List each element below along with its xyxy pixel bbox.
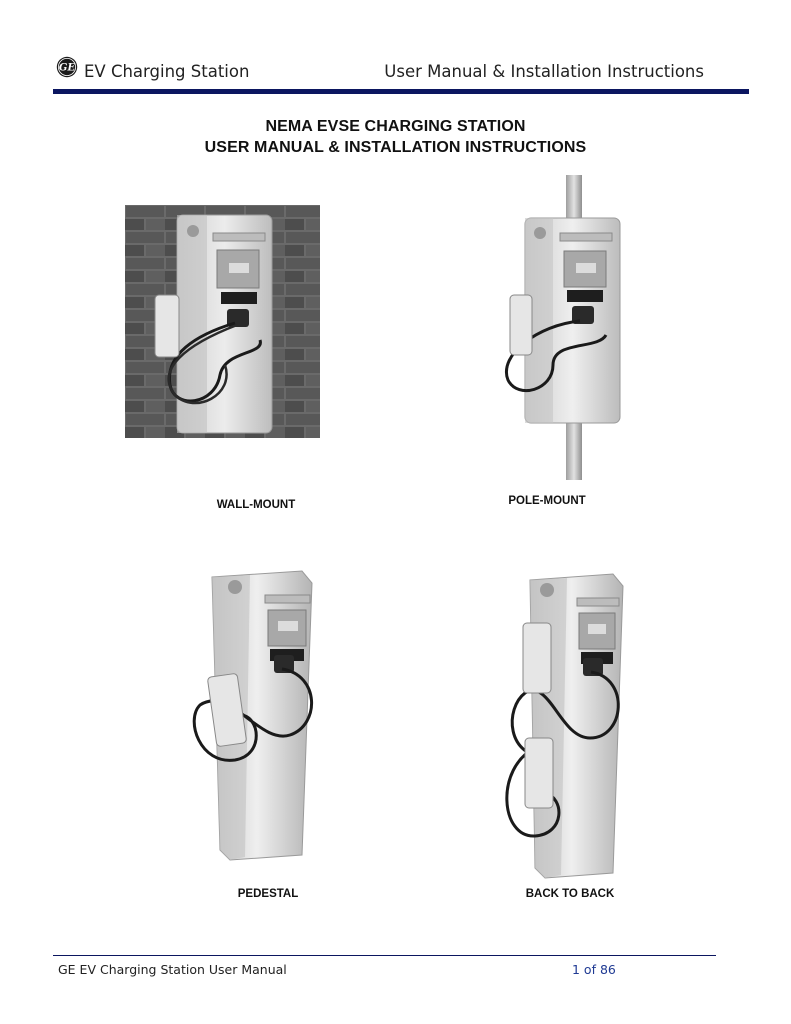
pole-mount-caption: POLE-MOUNT xyxy=(508,495,586,507)
wall-mount-caption: WALL-MOUNT xyxy=(216,499,296,511)
footer-left-text: GE EV Charging Station User Manual xyxy=(58,962,287,977)
header-left-title: EV Charging Station xyxy=(84,62,250,81)
ge-logo xyxy=(56,56,78,78)
footer-rule xyxy=(53,955,716,956)
wall-mount-image xyxy=(125,205,320,438)
header-right-title: User Manual & Installation Instructions xyxy=(384,62,704,81)
pole-mount-image xyxy=(498,175,638,480)
pedestal-image xyxy=(190,565,325,865)
logo-text: GE xyxy=(58,62,76,74)
back-to-back-image xyxy=(495,568,640,883)
page-number: 1 of 86 xyxy=(572,962,616,977)
pedestal-caption: PEDESTAL xyxy=(237,888,299,900)
header-rule xyxy=(53,89,749,94)
document-title-line2: USER MANUAL & INSTALLATION INSTRUCTIONS xyxy=(204,139,587,156)
document-title-line1: NEMA EVSE CHARGING STATION xyxy=(265,118,526,135)
back-to-back-caption: BACK TO BACK xyxy=(525,888,615,900)
